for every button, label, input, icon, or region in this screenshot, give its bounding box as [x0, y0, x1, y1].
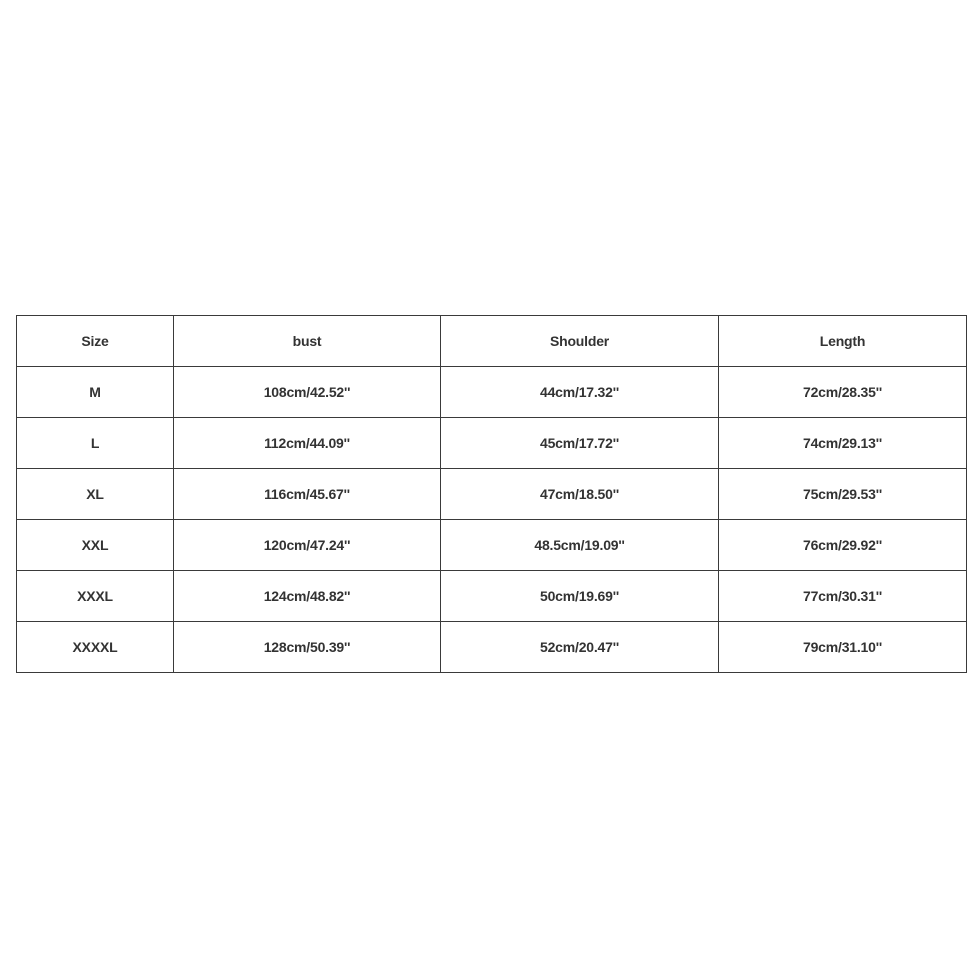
table-row: [17, 367, 967, 418]
header-shoulder: Shoulder: [441, 316, 719, 367]
size-cell: M: [17, 367, 174, 418]
bust-cell: 124cm/48.82'': [174, 571, 441, 622]
size-chart-body: [17, 367, 967, 673]
size-chart-header: [17, 316, 967, 367]
shoulder-cell: 48.5cm/19.09'': [441, 520, 719, 571]
length-cell: 77cm/30.31'': [719, 571, 967, 622]
length-cell: 72cm/28.35'': [719, 367, 967, 418]
bust-cell: 116cm/45.67'': [174, 469, 441, 520]
size-cell: L: [17, 418, 174, 469]
shoulder-cell: 47cm/18.50'': [441, 469, 719, 520]
shoulder-cell: 50cm/19.69'': [441, 571, 719, 622]
bust-cell: 120cm/47.24'': [174, 520, 441, 571]
length-cell: 79cm/31.10'': [719, 622, 967, 673]
table-row: [17, 520, 967, 571]
table-row: [17, 571, 967, 622]
shoulder-cell: 45cm/17.72'': [441, 418, 719, 469]
shoulder-cell: 52cm/20.47'': [441, 622, 719, 673]
bust-cell: 112cm/44.09'': [174, 418, 441, 469]
size-cell: XXXXL: [17, 622, 174, 673]
size-chart-table: [16, 315, 967, 673]
header-length: Length: [719, 316, 967, 367]
table-row: [17, 469, 967, 520]
table-row: [17, 418, 967, 469]
size-cell: XXL: [17, 520, 174, 571]
size-cell: XL: [17, 469, 174, 520]
header-row: [17, 316, 967, 367]
shoulder-cell: 44cm/17.32'': [441, 367, 719, 418]
bust-cell: 128cm/50.39'': [174, 622, 441, 673]
size-cell: XXXL: [17, 571, 174, 622]
length-cell: 75cm/29.53'': [719, 469, 967, 520]
bust-cell: 108cm/42.52'': [174, 367, 441, 418]
table-row: [17, 622, 967, 673]
length-cell: 74cm/29.13'': [719, 418, 967, 469]
header-bust: bust: [174, 316, 441, 367]
length-cell: 76cm/29.92'': [719, 520, 967, 571]
header-size: Size: [17, 316, 174, 367]
